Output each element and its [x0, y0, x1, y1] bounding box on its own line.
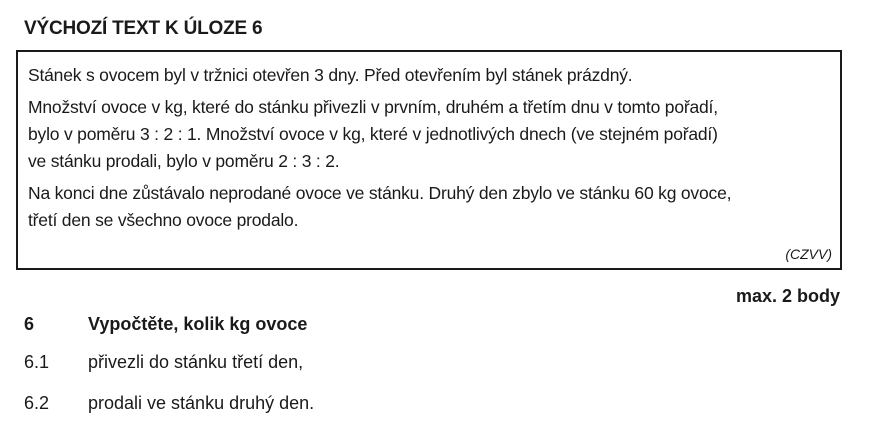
- source-paragraph-2: [28, 94, 718, 175]
- source-attribution: (CZVV): [785, 246, 832, 262]
- subtask-6-2: [24, 393, 314, 414]
- task-6: [24, 314, 307, 335]
- source-line: ve stánku prodali, bylo v poměru 2 : 3 : 2.: [28, 151, 340, 171]
- subtask-number: 6.1: [24, 352, 50, 372]
- task-prompt: Vypočtěte, kolik kg ovoce: [88, 314, 308, 334]
- source-line: bylo v poměru 3 : 2 : 1. Množství ovoce v kg, které v jednotlivých dnech (ve stejném pořadí): [28, 124, 718, 144]
- source-line: Stánek s ovocem byl v tržnici otevřen 3 dny. Před otevřením byl stánek prázdný.: [28, 65, 633, 85]
- source-line: třetí den se všechno ovoce prodalo.: [28, 210, 299, 230]
- source-text-heading: VÝCHOZÍ TEXT K ÚLOZE 6: [24, 18, 263, 39]
- task-number: 6: [24, 314, 35, 334]
- source-text-box: [16, 50, 842, 270]
- source-paragraph-1: [28, 62, 632, 89]
- subtask-text: prodali ve stánku druhý den.: [88, 393, 315, 413]
- subtask-6-1: [24, 352, 303, 373]
- subtask-text: přivezli do stánku třetí den,: [88, 352, 304, 372]
- subtask-number: 6.2: [24, 393, 50, 413]
- source-paragraph-3: [28, 180, 731, 234]
- max-points-label: max. 2 body: [735, 286, 840, 306]
- source-line: Množství ovoce v kg, které do stánku přivezli v prvním, druhém a třetím dnu v tomto pořadí,: [28, 97, 718, 117]
- source-line: Na konci dne zůstávalo neprodané ovoce ve stánku. Druhý den zbylo ve stánku 60 kg ovoce,: [28, 183, 732, 203]
